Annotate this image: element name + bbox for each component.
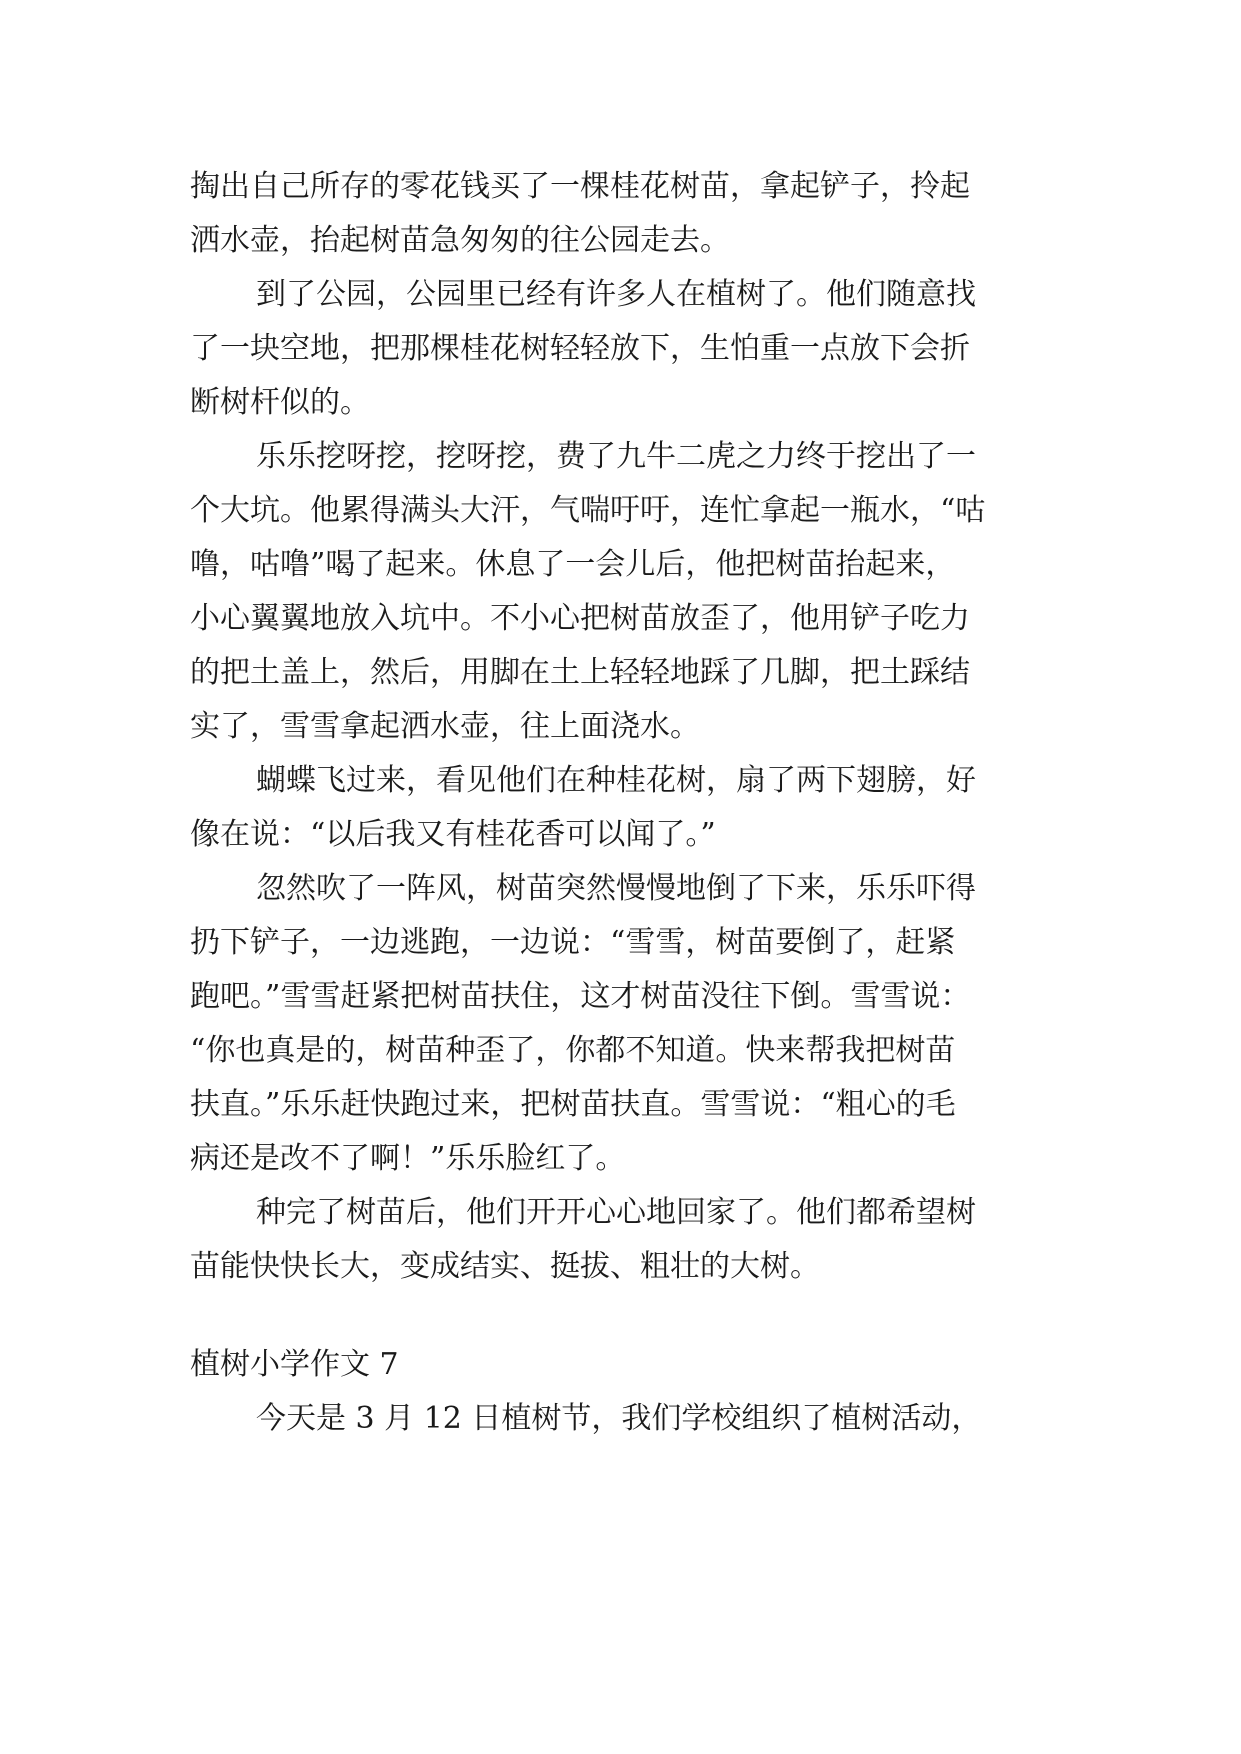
paragraph — [190, 862, 1090, 1186]
document-body — [190, 160, 1090, 1446]
text-line: 像在说：“以后我又有桂花香可以闻了。” — [190, 817, 716, 852]
paragraph — [190, 430, 1090, 754]
paragraph — [190, 754, 1090, 862]
text-line: 到了公园，公园里已经有许多人在植树了。他们随意找 — [256, 277, 976, 312]
paragraph — [190, 1392, 1090, 1446]
text-line: 的把土盖上，然后，用脚在土上轻轻地踩了几脚，把土踩结 — [190, 655, 970, 690]
paragraph — [190, 160, 1090, 268]
text-line: 断树杆似的。 — [190, 385, 370, 420]
text-line: 病还是改不了啊！”乐乐脸红了。 — [190, 1141, 626, 1176]
text-line: 忽然吹了一阵风，树苗突然慢慢地倒了下来，乐乐吓得 — [256, 871, 976, 906]
paragraph — [190, 268, 1090, 430]
text-line: 苗能快快长大，变成结实、挺拔、粗壮的大树。 — [190, 1249, 820, 1284]
text-line: 个大坑。他累得满头大汗，气喘吁吁，连忙拿起一瓶水，“咕 — [190, 493, 986, 528]
paragraph — [190, 1186, 1090, 1294]
text-line: 噜，咕噜”喝了起来。休息了一会儿后，他把树苗抬起来， — [190, 547, 956, 582]
text-line: 乐乐挖呀挖，挖呀挖，费了九牛二虎之力终于挖出了一 — [256, 439, 976, 474]
text-line: 了一块空地，把那棵桂花树轻轻放下，生怕重一点放下会折 — [190, 331, 970, 366]
text-line: “你也真是的，树苗种歪了，你都不知道。快来帮我把树苗 — [190, 1033, 956, 1068]
text-line: 洒水壶，抬起树苗急匆匆的往公园走去。 — [190, 223, 730, 258]
text-line: 跑吧。”雪雪赶紧把树苗扶住，这才树苗没往下倒。雪雪说： — [190, 979, 971, 1014]
text-line: 蝴蝶飞过来，看见他们在种桂花树，扇了两下翅膀，好 — [256, 763, 976, 798]
section-heading: 植树小学作文 7 — [190, 1347, 399, 1382]
text-line: 今天是 3 月 12 日植树节，我们学校组织了植树活动， — [256, 1401, 982, 1436]
text-line: 掏出自己所存的零花钱买了一棵桂花树苗，拿起铲子，拎起 — [190, 169, 970, 204]
section-gap — [190, 1294, 1090, 1338]
text-line: 扶直。”乐乐赶快跑过来，把树苗扶直。雪雪说：“粗心的毛 — [190, 1087, 956, 1122]
text-line: 小心翼翼地放入坑中。不小心把树苗放歪了，他用铲子吃力 — [190, 601, 970, 636]
text-line: 扔下铲子，一边逃跑，一边说：“雪雪，树苗要倒了，赶紧 — [190, 925, 956, 960]
text-line: 实了，雪雪拿起洒水壶，往上面浇水。 — [190, 709, 700, 744]
text-line: 种完了树苗后，他们开开心心地回家了。他们都希望树 — [256, 1195, 976, 1230]
